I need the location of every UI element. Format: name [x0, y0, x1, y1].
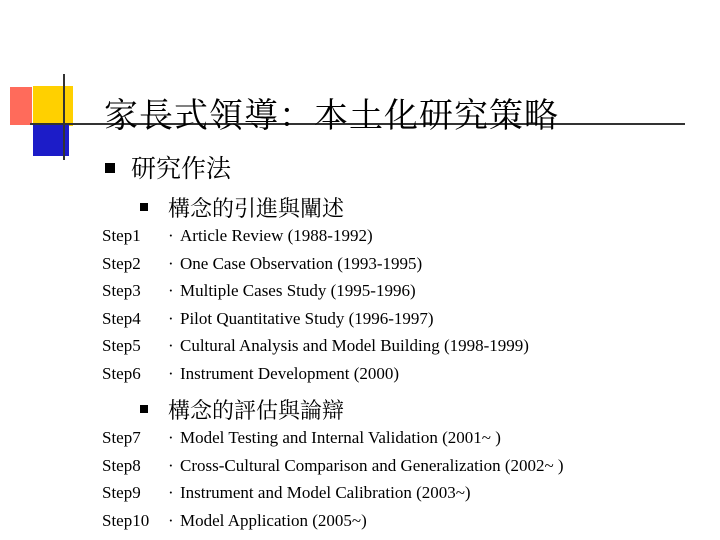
list-item: [102, 479, 564, 507]
bullet-square-icon: [140, 203, 148, 211]
decor-yellow-square: [33, 86, 73, 126]
step-separator: ·: [168, 336, 174, 356]
step-separator: ·: [168, 308, 174, 328]
step-separator: ·: [168, 510, 174, 530]
step-text: Cultural Analysis and Model Building (1998-1999): [180, 336, 529, 356]
step-label: Step7: [102, 428, 141, 447]
list-item: [102, 507, 564, 535]
step-separator: ·: [168, 483, 174, 503]
step-label: Step8: [102, 455, 141, 475]
step-separator: ·: [168, 253, 174, 273]
bullet-square-icon: [140, 405, 148, 413]
list-item: [102, 305, 529, 333]
step-text: Multiple Cases Study (1995-1996): [180, 281, 416, 301]
step-label: Step1: [102, 226, 141, 245]
step-text: Model Testing and Internal Validation (2001~ ): [180, 428, 501, 447]
step-separator: ·: [168, 455, 174, 475]
step-text: Article Review (1988-1992): [180, 226, 373, 245]
step-separator: ·: [168, 226, 174, 245]
step-label: Step2: [102, 253, 141, 273]
list-item: [102, 360, 529, 388]
decor-red-square: [10, 87, 32, 125]
step-text: Instrument and Model Calibration (2003~): [180, 483, 471, 503]
step-text: Pilot Quantitative Study (1996-1997): [180, 308, 434, 328]
subsection-heading-1: 構念的引進與闡述: [168, 197, 345, 222]
step-text: Model Application (2005~): [180, 510, 367, 530]
list-item: [102, 250, 529, 278]
step-label: Step9: [102, 483, 141, 503]
subsection-heading-2: 構念的評估與論辯: [168, 399, 345, 424]
step-text: One Case Observation (1993-1995): [180, 253, 423, 273]
list-item: [102, 332, 529, 360]
step-label: Step3: [102, 281, 141, 301]
list-item: [102, 222, 529, 250]
step-label: Step4: [102, 308, 141, 328]
step-label: Step10: [102, 510, 150, 530]
decor-vertical-line: [63, 74, 65, 160]
step-separator: ·: [168, 363, 174, 383]
step-text: Cross-Cultural Comparison and Generalization (2002~ ): [180, 455, 564, 475]
list-item: [102, 452, 564, 480]
step-list-1: [102, 222, 529, 388]
section-heading: 研究作法: [131, 154, 232, 183]
step-label: Step6: [102, 363, 141, 383]
bullet-square-icon: [105, 163, 115, 173]
step-separator: ·: [168, 428, 174, 447]
list-item: [102, 277, 529, 305]
step-label: Step5: [102, 336, 141, 356]
step-separator: ·: [168, 281, 174, 301]
step-list-2: [102, 424, 564, 534]
slide-title: 家長式領導：本土化研究策略: [104, 96, 559, 136]
step-text: Instrument Development (2000): [180, 363, 400, 383]
list-item: [102, 424, 564, 452]
